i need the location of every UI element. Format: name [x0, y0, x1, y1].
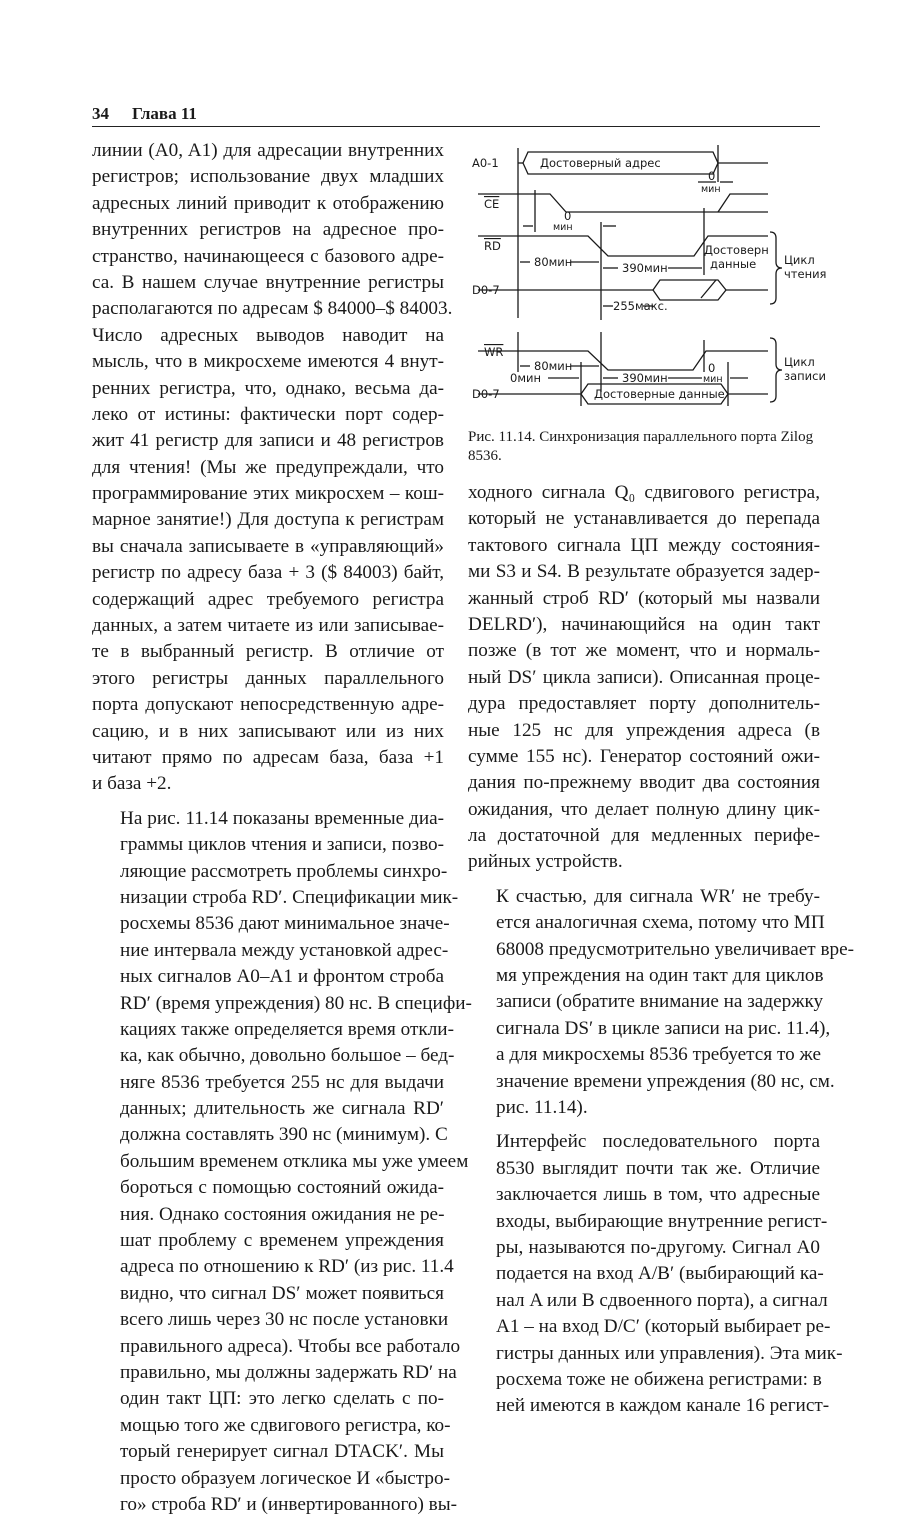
text-line: вы сначала записываете в «управляющий»	[92, 535, 444, 557]
signal-rd: RD	[484, 239, 501, 253]
text-line: мысль, что в микросхеме имеются 4 внут-	[92, 351, 444, 373]
label-read-cycle-1: Цикл	[784, 253, 815, 267]
text-line: адреса по отношению к RD′ (из рис. 11.4	[120, 1256, 454, 1278]
text-line: ние интервала между установкой адрес-	[120, 939, 449, 961]
text-line: и база +2.	[92, 773, 172, 795]
text-line: ляющие рассмотреть проблемы синхро-	[120, 860, 448, 882]
text-line: ка, как обычно, довольно большое – бед-	[120, 1045, 455, 1067]
text-line: ется аналогичная схема, потому что МП	[496, 912, 825, 934]
text-line: рийных устройств.	[468, 851, 623, 873]
text-line: марное занятие!) Для доступа к регистрам	[92, 509, 444, 531]
signal-a0-1: A0-1	[472, 156, 499, 170]
text-line: ожидания, что делает полную длину цик-	[468, 798, 820, 820]
text-line: гистры данных или управления). Эта мик-	[496, 1342, 843, 1364]
figure-caption: Рис. 11.14. Синхронизация параллельного порта Zilog 8536.	[468, 429, 814, 464]
text-line: няге 8536 требуется 255 нс для выдачи	[120, 1071, 444, 1093]
text-line: адресных линий приводит к отображению	[92, 192, 444, 214]
text-line: ходного сигнала Q₀ сдвигового регистра,	[468, 482, 820, 503]
text-line: программирование этих микросхем – кош-	[92, 483, 444, 505]
text-line: ми S3 и S4. В результате образуется задер-	[468, 561, 820, 583]
text-line: располагаются по адресам $ 84000–$ 84003.	[92, 298, 453, 320]
text-line: данных, а затем читаете из или записывае-	[92, 615, 444, 637]
signal-wr: WR	[484, 345, 504, 359]
text-line: К счастью, для сигнала WR′ не требу-	[496, 885, 820, 907]
text-line: для чтения! (Мы же предупреждали, что	[92, 456, 444, 478]
text-line: всего лишь через 30 нс после установки	[120, 1309, 449, 1331]
text-line: ный DS′ цикла записи). Описанная проце-	[468, 666, 820, 688]
text-line: 68008 предусмотрительно увеличивает вре-	[496, 938, 855, 960]
text-line: мощью того же сдвигового регистра, ко-	[120, 1414, 451, 1436]
text-line: леко от истины: фактически порт содер-	[92, 403, 444, 425]
dim-80-write: 80мин	[534, 359, 573, 373]
dim-min-a: мин	[701, 184, 721, 195]
text-line: шат проблему с временем упреждения	[120, 1230, 444, 1252]
text-line: Интерфейс последовательного порта	[496, 1131, 820, 1153]
text-line: DELRD′), начинающийся на один такт	[468, 613, 820, 635]
text-line: граммы циклов чтения и записи, позво-	[120, 834, 444, 856]
text-line: ных сигналов A0–A1 и фронтом строба	[120, 966, 444, 988]
text-line: жанный строб RD′ (который мы назвали	[468, 587, 820, 609]
text-line: регистров; использование двух младших	[92, 166, 444, 188]
text-line: сацию, и в них записывают или из них	[92, 720, 444, 742]
text-line: внутренних регистров на адресное про-	[92, 219, 444, 241]
paragraph	[468, 884, 855, 1122]
text-line: линии (A0, A1) для адресации внутренних	[92, 140, 444, 161]
paragraph	[468, 1129, 843, 1419]
text-line: просто образуем логическое И «быстро-	[120, 1467, 450, 1489]
text-line: правильного адреса). Чтобы все работало	[120, 1335, 461, 1357]
text-line: этого регистры данных параллельного	[92, 667, 444, 689]
right-column	[468, 480, 855, 1420]
text-line: ные 125 нс для упреждения адреса (в	[468, 719, 820, 741]
text-line: значение времени упреждения (80 нс, см.	[496, 1070, 835, 1092]
text-line: сигнала DS′ в цикле записи на рис. 11.4),	[496, 1017, 831, 1039]
label-write-cycle-1: Цикл	[784, 355, 815, 369]
text-line: регистр по адресу база + 3 ($ 84003) байт,	[92, 562, 444, 584]
text-line: ния. Однако состояния ожидания не ре-	[120, 1203, 445, 1225]
paragraph	[468, 480, 820, 876]
dim-0-ce: 0	[564, 209, 572, 223]
text-line: росхемы 8536 дают минимальное значе-	[120, 913, 450, 935]
text-line: росхема тоже не обижена регистрами: в	[496, 1368, 822, 1390]
timing-diagram-svg	[468, 140, 828, 410]
label-read-cycle-2: чтения	[784, 267, 827, 281]
dim-80-read: 80мин	[534, 255, 573, 269]
dim-390-read: 390мин	[622, 261, 668, 275]
text-line: дура предоставляет порту дополнитель-	[468, 693, 820, 715]
text-line: содержащий адрес требуемого регистра	[92, 588, 444, 610]
dim-min-wr: мин	[703, 374, 723, 385]
text-line: который не устанавливается до перепада	[468, 508, 820, 530]
signal-d0-7-read: D0-7	[472, 283, 500, 297]
dim-0-a: 0	[708, 169, 716, 183]
text-line: На рис. 11.14 показаны временные диа-	[120, 807, 444, 829]
text-line: тактового сигнала ЦП между состояния-	[468, 534, 820, 556]
text-line: дания по-прежнему вводит два состояния	[468, 772, 820, 794]
text-line: A1 – на вход D/C′ (который выбирает ре-	[496, 1316, 831, 1338]
text-line: ры, называются по-другому. Сигнал A0	[496, 1236, 820, 1258]
text-line: RD′ (время упреждения) 80 нс. В специфи-	[120, 992, 472, 1014]
text-line: порта допускают непосредственную адре-	[92, 694, 444, 716]
text-line: позже (в тот же момент, что и нормаль-	[468, 640, 820, 662]
text-line: са. В нашем случае внутренние регистры	[92, 271, 444, 293]
text-line: данных; длительность же сигнала RD′	[120, 1098, 444, 1120]
text-line: мя упреждения на один такт для циклов	[496, 965, 824, 987]
text-line: ла достаточной для медленных перифе-	[468, 825, 820, 847]
text-line: ней имеются в каждом канале 16 регист-	[496, 1395, 830, 1417]
text-line: Число адресных выводов наводит на	[92, 324, 444, 346]
paragraph	[92, 138, 453, 798]
label-write-cycle-2: записи	[784, 369, 826, 383]
text-line: правильно, мы должны задержать RD′ на	[120, 1361, 457, 1383]
dim-min-ce: мин	[553, 222, 573, 233]
text-line: 8530 выглядит почти так же. Отличие	[496, 1157, 820, 1179]
dim-0min-write: 0мин	[510, 371, 541, 385]
signal-d0-7-write: D0-7	[472, 387, 500, 401]
running-header	[92, 104, 820, 127]
text-line: низации строба RD′. Спецификации мик-	[120, 886, 459, 908]
label-valid-data-write: Достоверные данные	[594, 387, 725, 401]
text-line: бороться с помощью состояний ожида-	[120, 1177, 444, 1199]
text-line: жит 41 регистр для записи и 48 регистров	[92, 430, 444, 452]
text-line: входы, выбирающие внутренние регист-	[496, 1210, 828, 1232]
dim-0-wr: 0	[708, 361, 716, 375]
text-line: видно, что сигнал DS′ может появиться	[120, 1282, 444, 1304]
label-valid-data-2: данные	[710, 257, 757, 271]
text-line: торый генерирует сигнал DTACK′. Мы	[120, 1441, 444, 1463]
text-line: а для микросхемы 8536 требуется то же	[496, 1044, 821, 1066]
label-valid-data-1: Достоверн	[704, 243, 769, 257]
text-line: го» строба RD′ и (инвертированного) вы-	[120, 1493, 458, 1515]
text-line: те в выбранный регистр. В отличие от	[92, 641, 444, 663]
text-line: нал A или B сдвоенного порта), а сигнал	[496, 1289, 828, 1311]
text-line: подается на вход A/B′ (выбирающий ка-	[496, 1263, 824, 1285]
text-line: записи (обратите внимание на задержку	[496, 991, 824, 1013]
text-line: должна составлять 390 нс (минимум). С	[120, 1124, 448, 1146]
page-number: 34	[92, 104, 109, 123]
text-line: читают прямо по адресам база, база +1	[92, 746, 444, 768]
text-line: заключается лишь в том, что адресные	[496, 1184, 820, 1206]
dim-255: 255макс.	[613, 299, 668, 313]
chapter-title: Глава 11	[132, 104, 197, 123]
paragraph	[92, 806, 472, 1518]
signal-ce: CE	[484, 197, 500, 211]
label-valid-address: Достоверный адрес	[540, 156, 661, 170]
dim-390-write: 390мин	[622, 371, 668, 385]
text-line: странство, начинающееся с базового адре-	[92, 245, 444, 267]
text-line: рис. 11.14).	[496, 1096, 588, 1118]
text-line: сумме 155 нс). Генератор состояний ожи-	[468, 745, 820, 767]
text-line: один такт ЦП: это легко сделать с по-	[120, 1388, 444, 1410]
text-line: большим временем отклика мы уже умеем	[120, 1150, 469, 1172]
text-line: кациях также определяется время откли-	[120, 1018, 454, 1040]
left-column	[92, 138, 472, 1518]
timing-diagram	[468, 140, 828, 410]
text-line: ренних регистра, что, однако, весьма да-	[92, 377, 444, 399]
